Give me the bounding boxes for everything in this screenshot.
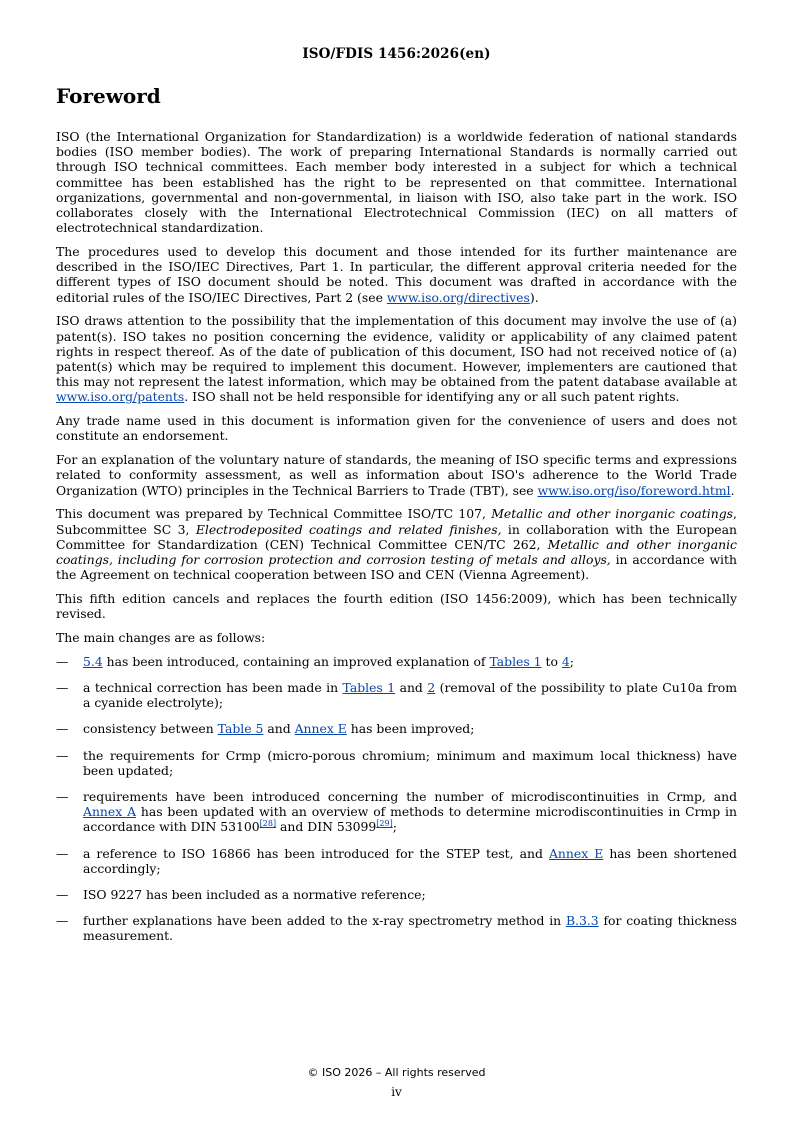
list-text: further explanations have been added to the x-ray spectrometry method in [83, 913, 566, 929]
paragraph-main-changes-intro: The main changes are as follows: [56, 630, 266, 646]
list-text: a technical correction has been made in [83, 680, 343, 696]
patents-link[interactable]: www.iso.org/patents [56, 389, 185, 405]
list-item [56, 913, 737, 943]
list-dash: — [56, 721, 69, 737]
paragraph-committee [56, 506, 737, 582]
list-text: and DIN 53099 [276, 819, 377, 835]
paragraph-text: The procedures used to develop this document and those intended for its further maintenance are described in the ISO/IEC Directives, Part 1. In particular, the different approval criteria needed for the different types of ISO document should be noted. This document was drafted in accordance with the editorial rules of the ISO/IEC Directives, Part 2 (see [56, 244, 737, 305]
table-2-link[interactable]: 2 [427, 680, 436, 696]
list-text: has been improved; [346, 721, 475, 737]
paragraph-text: in accordance with the Agreement on technical cooperation between ISO and CEN (Vienna Agreement). [56, 552, 737, 583]
clause-5-4-link[interactable]: 5.4 [83, 653, 103, 669]
paragraph-trade-name: Any trade name used in this document is information given for the convenience of users and does not constitute an endorsement. [56, 413, 737, 444]
list-text: ; [392, 819, 397, 835]
table-5-link[interactable]: Table 5 [217, 721, 264, 737]
list-item [56, 789, 737, 835]
cen-committee-title: Metallic and other inorganic coatings, including for corrosion protection and corrosion testing of metals and alloys, [56, 536, 737, 568]
list-dash: — [56, 747, 69, 763]
list-dash: — [56, 789, 69, 805]
list-text: has been introduced, containing an improved explanation of [102, 653, 490, 669]
foreword-body [56, 129, 737, 955]
list-item [56, 654, 737, 669]
list-text: consistency between [83, 721, 218, 737]
list-dash: — [56, 913, 69, 929]
list-text: for coating thickness measurement. [83, 913, 737, 944]
page-number: iv [391, 1085, 402, 1099]
clause-b-3-3-link[interactable]: B.3.3 [565, 913, 599, 929]
directives-link[interactable]: www.iso.org/directives [386, 289, 530, 305]
foreword-info-link[interactable]: www.iso.org/iso/foreword.html [537, 482, 731, 498]
list-text: ; [569, 653, 574, 669]
list-text: to [541, 653, 562, 669]
paragraph-procedures [56, 244, 737, 305]
list-item [56, 721, 737, 736]
list-item [56, 680, 737, 710]
paragraph-text: ). [529, 289, 539, 305]
reference-29-link[interactable]: [29] [376, 819, 393, 829]
paragraph-iso-intro: ISO (the International Organization for Standardization) is a worldwide federation of national standards bodies (ISO member bodies). The work of preparing International Standards is normally carried out through ISO technical committees. Each member body interested in a subject for which a technical committee has been established has the right to be represented on that committee. International organizations, governmental and non-governmental, in liaison with ISO, also take part in the work. ISO collaborates closely with the International Electrotechnical Commission (IEC) on all matters of electrotechnical standardization. [56, 129, 737, 236]
list-dash: — [56, 887, 69, 903]
paragraph-text: in collaboration with the European Committee for Standardization (CEN) Technical Committee CEN/TC 262, [56, 521, 737, 552]
list-text: the requirements for Crmp (micro-porous chromium; minimum and maximum local thickness) have been updated; [83, 747, 737, 778]
list-text: a reference to ISO 16866 has been introduced for the STEP test, and [83, 845, 549, 861]
list-text: ISO 9227 has been included as a normative reference; [83, 887, 426, 903]
list-dash: — [56, 680, 69, 696]
list-text: and [263, 721, 295, 737]
list-item [56, 748, 737, 778]
annex-e-link[interactable]: Annex E [548, 845, 604, 861]
list-item [56, 887, 737, 902]
paragraph-patents [56, 313, 737, 404]
list-dash: — [56, 653, 69, 669]
list-item [56, 846, 737, 876]
paragraph-text: For an explanation of the voluntary nature of standards, the meaning of ISO specific terms and expressions related to conformity assessment, as well as information about ISO's adherence to the World Trade Organization (WTO) principles in the Technical Barriers to Trade (TBT), see [56, 452, 737, 498]
page-title: Foreword [56, 84, 161, 108]
tables-1-link[interactable]: Tables 1 [489, 653, 542, 669]
list-text: has been updated with an overview of methods to determine microdiscontinuities in Crmp in accordance with DIN 53100 [83, 804, 737, 835]
list-text: and [395, 680, 428, 696]
paragraph-text: ISO draws attention to the possibility that the implementation of this document may involve the use of (a) patent(s). ISO takes no position concerning the evidence, validity or applicability of any claimed patent rights in respect thereof. As of the date of publication of this document, ISO had not received notice of (a) patent(s) which may be required to implement this document. However, implementers are cautioned that this may not represent the latest information, which may be obtained from the patent database available at [56, 313, 737, 390]
paragraph-text: . [730, 482, 735, 498]
committee-title: Metallic and other inorganic coatings [491, 506, 734, 522]
table-4-link[interactable]: 4 [561, 653, 570, 669]
paragraph-text: This document was prepared by Technical Committee ISO/TC 107, [56, 506, 492, 522]
paragraph-text: . ISO shall not be held responsible for identifying any or all such patent rights. [184, 389, 680, 405]
paragraph-text: , Subcommittee SC 3, [56, 506, 737, 537]
list-text: has been shortened accordingly; [83, 845, 737, 876]
list-text: (removal of the possibility to plate Cu10a from a cyanide electrolyte); [83, 680, 737, 711]
annex-a-link[interactable]: Annex A [83, 804, 137, 820]
list-dash: — [56, 845, 69, 861]
subcommittee-title: Electrodeposited coatings and related finishes, [195, 521, 502, 537]
copyright-footer: © ISO 2026 – All rights reserved [307, 1066, 486, 1079]
tables-1-link[interactable]: Tables 1 [342, 680, 396, 696]
list-text: requirements have been introduced concerning the number of microdiscontinuities in Crmp, and [83, 789, 737, 805]
document-id-header: ISO/FDIS 1456:2026(en) [302, 46, 491, 62]
annex-e-link[interactable]: Annex E [294, 721, 347, 737]
changes-list [56, 654, 737, 944]
paragraph-voluntary-nature [56, 452, 737, 498]
paragraph-edition: This fifth edition cancels and replaces the fourth edition (ISO 1456:2009), which has been technically revised. [56, 591, 737, 622]
reference-28-link[interactable]: [28] [259, 819, 277, 829]
